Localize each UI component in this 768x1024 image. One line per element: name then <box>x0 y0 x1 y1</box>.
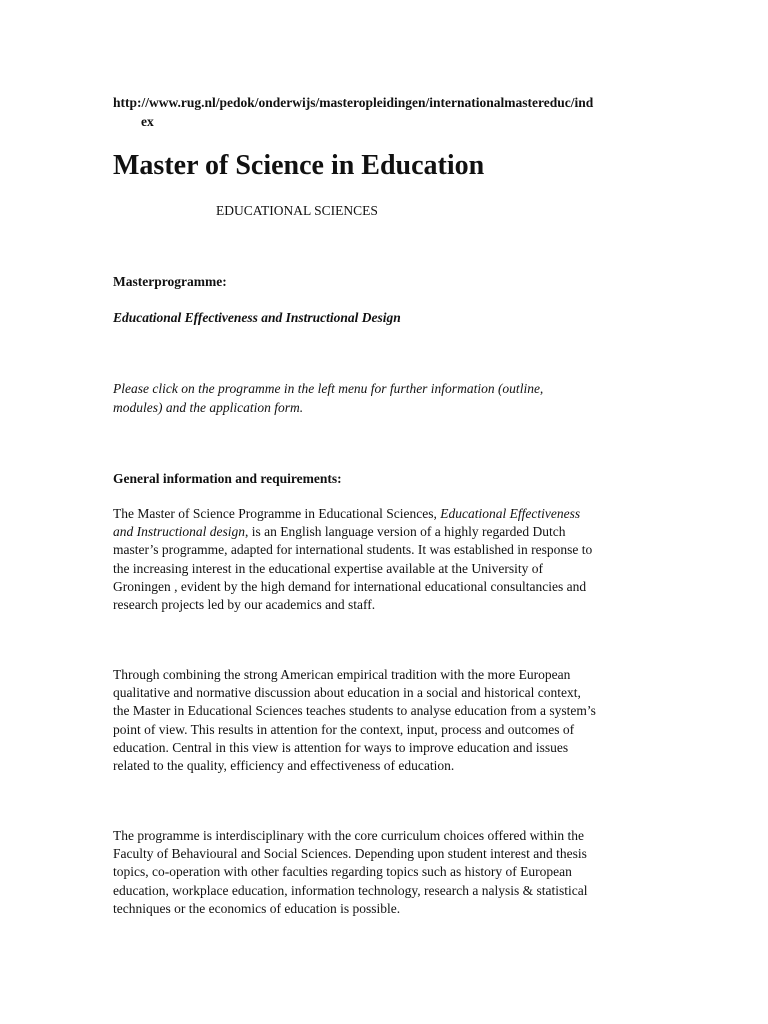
paragraph-line: related to the quality, efficiency and effectiveness of education. <box>113 758 455 774</box>
paragraph-line: techniques or the economics of education is possible. <box>113 900 401 916</box>
general-info-heading: General information and requirements: <box>113 471 342 486</box>
page-subtitle: EDUCATIONAL SCIENCES <box>216 203 378 218</box>
menu-notice-line2: modules) and the application form. <box>113 400 304 415</box>
paragraph-line: master’s programme, adapted for international students. It was established in response to <box>113 542 593 558</box>
masterprogramme-label: Masterprogramme: <box>113 274 227 289</box>
source-url[interactable] <box>113 93 673 131</box>
menu-notice <box>113 379 633 417</box>
source-url-line1: http://www.rug.nl/pedok/onderwijs/masteropleidingen/internationalmastereduc/ind <box>113 95 594 110</box>
paragraph-line <box>113 523 592 541</box>
paragraph-line: education, workplace education, information technology, research a nalysis & statistical <box>113 882 588 898</box>
paragraph-line: the Master in Educational Sciences teaches students to analyse education from a system’s <box>113 703 596 719</box>
paragraph-line: Faculty of Behavioural and Social Sciences. Depending upon student interest and thesis <box>113 846 587 862</box>
paragraph-line: education. Central in this view is attention for ways to improve education and issues <box>113 739 569 755</box>
italic-run: Educational Effectiveness <box>440 506 581 521</box>
paragraph-line: research projects led by our academics and staff. <box>113 597 376 613</box>
source-url-line2: ex <box>141 114 154 129</box>
paragraph-line: Through combining the strong American empirical tradition with the more European <box>113 667 571 682</box>
paragraph-line: topics, co-operation with other faculties regarding topics such as history of European <box>113 864 572 880</box>
paragraph-line <box>113 505 592 523</box>
approach-paragraph <box>113 666 596 775</box>
curriculum-paragraph <box>113 827 587 918</box>
intro-paragraph <box>113 505 592 614</box>
italic-run: and Instructional design <box>113 524 245 540</box>
text-run: , is an English language version of a highly regarded Dutch <box>245 524 566 540</box>
paragraph-line: the increasing interest in the educational expertise available at the University of <box>113 560 543 576</box>
programme-name: Educational Effectiveness and Instructional Design <box>113 310 401 325</box>
page-title: Master of Science in Education <box>113 150 485 181</box>
paragraph-line: Groningen , evident by the high demand for international educational consultancies and <box>113 578 587 594</box>
paragraph-line: qualitative and normative discussion about education in a social and historical context, <box>113 685 581 701</box>
text-run: The Master of Science Programme in Educational Sciences, <box>113 506 441 521</box>
paragraph-line: The programme is interdisciplinary with the core curriculum choices offered within the <box>113 828 584 843</box>
menu-notice-line1: Please click on the programme in the left menu for further information (outline, <box>113 381 544 396</box>
paragraph-line: point of view. This results in attention for the context, input, process and outcomes of <box>113 721 575 737</box>
